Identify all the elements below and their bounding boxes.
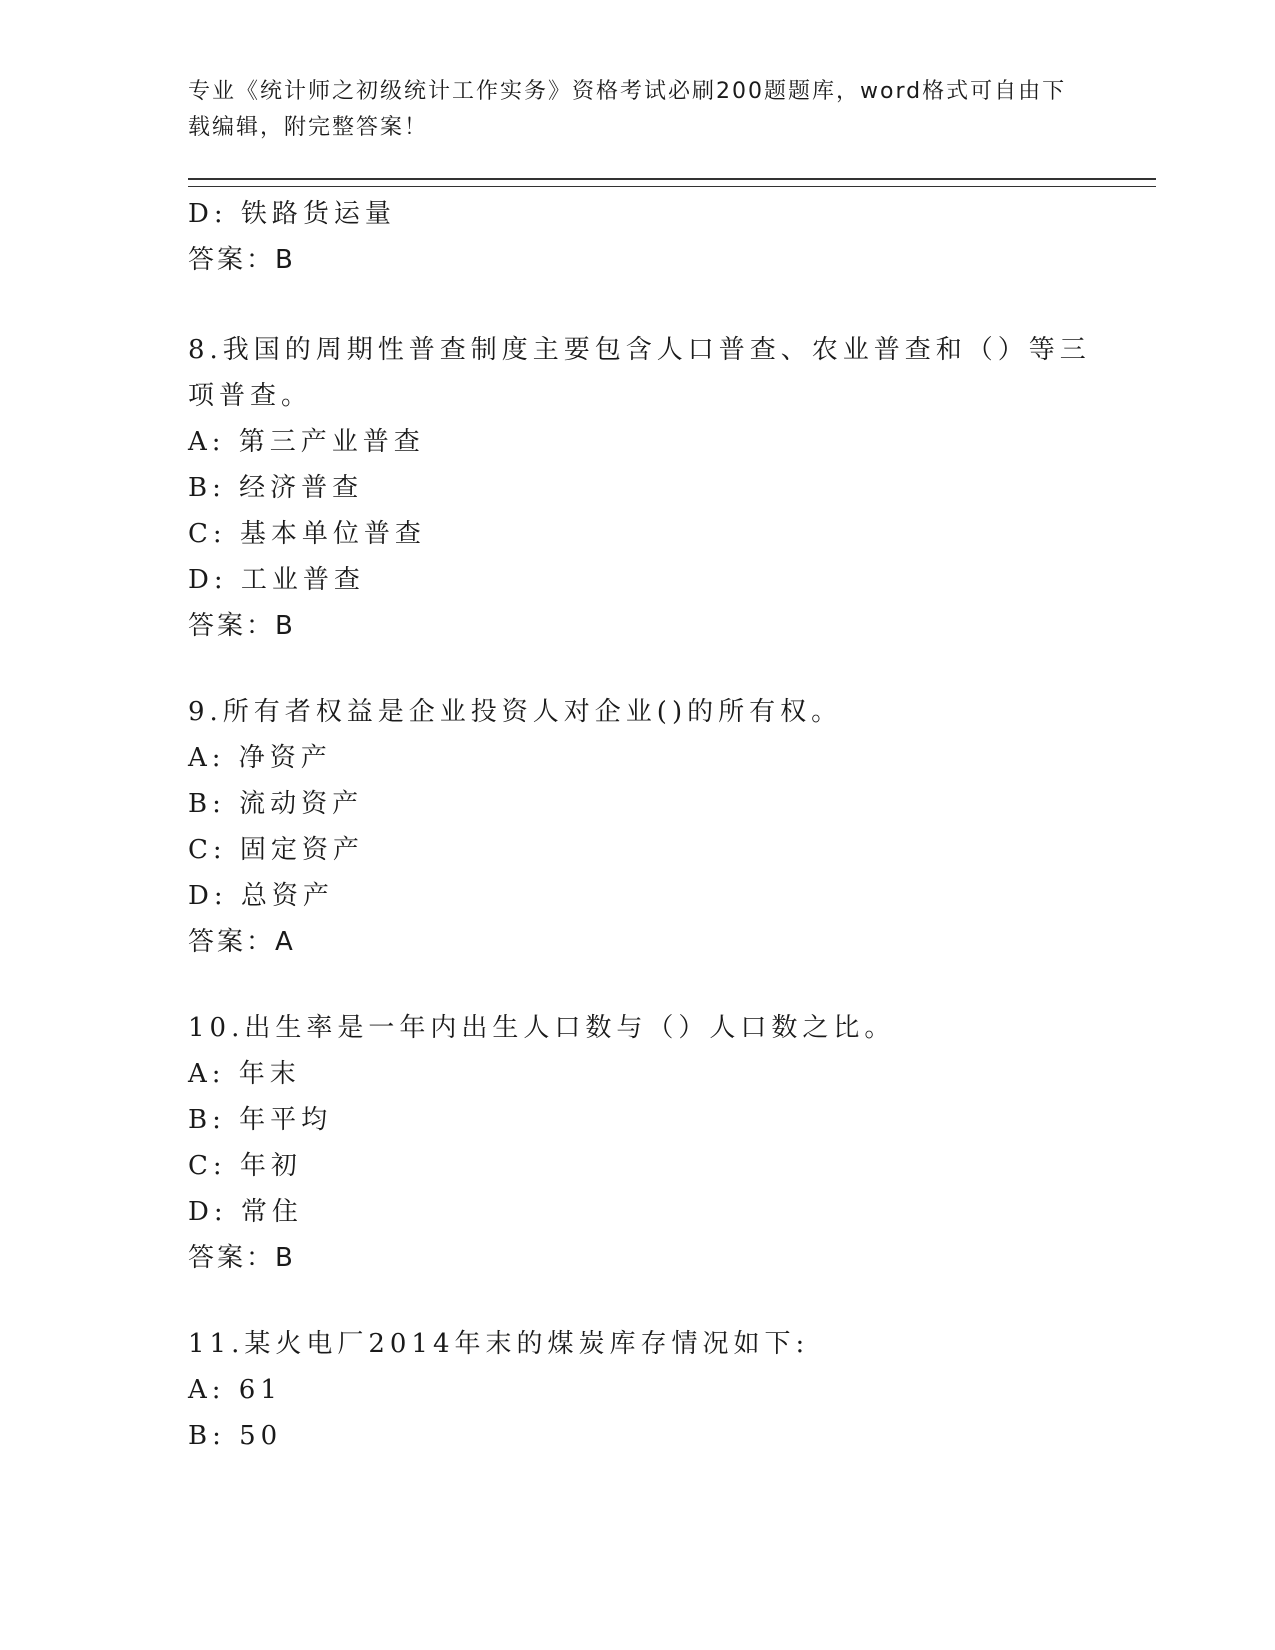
- answer: 答案：A: [188, 927, 296, 957]
- option-a: A: 61: [188, 1375, 282, 1405]
- question-stem-9: 9.所有者权益是企业投资人对企业()的所有权。: [188, 697, 843, 727]
- option-b: B: 流动资产: [188, 789, 364, 819]
- option-a: A: 净资产: [188, 743, 332, 773]
- header-text: 专业《统计师之初级统计工作实务》资格考试必刷200题题库，word格式可自由下载编辑，附完整答案！: [188, 79, 1067, 140]
- spacer: [188, 283, 1118, 327]
- option-a: A: 第三产业普查: [188, 427, 425, 457]
- answer: 答案：B: [188, 245, 296, 275]
- question-stem-10: 10.出生率是一年内出生人口数与（）人口数之比。: [188, 1013, 896, 1043]
- option-a: A: 年末: [188, 1059, 301, 1089]
- spacer: [188, 649, 1118, 689]
- option-c: C: 固定资产: [188, 835, 364, 865]
- option-c: C: 年初: [188, 1151, 302, 1181]
- question-list: [188, 191, 1118, 1459]
- spacer: [188, 965, 1118, 1005]
- option-b: B: 年平均: [188, 1105, 333, 1135]
- option-d: D: 工业普查: [188, 565, 365, 595]
- header-divider: [188, 178, 1156, 187]
- question-stem-8: 8.我国的周期性普查制度主要包含人口普查、农业普查和（）等三项普查。: [188, 335, 1091, 411]
- option-c: C: 基本单位普查: [188, 519, 426, 549]
- option-d: D: 铁路货运量: [188, 199, 396, 229]
- answer: 答案：B: [188, 1243, 296, 1273]
- option-d: D: 总资产: [188, 881, 334, 911]
- option-b: B: 50: [188, 1421, 283, 1451]
- question-stem-11: 11.某火电厂2014年末的煤炭库存情况如下:: [188, 1329, 810, 1359]
- option-b: B: 经济普查: [188, 473, 364, 503]
- document-header: [188, 74, 1088, 146]
- option-d: D: 常住: [188, 1197, 303, 1227]
- answer: 答案：B: [188, 611, 296, 641]
- spacer: [188, 1281, 1118, 1321]
